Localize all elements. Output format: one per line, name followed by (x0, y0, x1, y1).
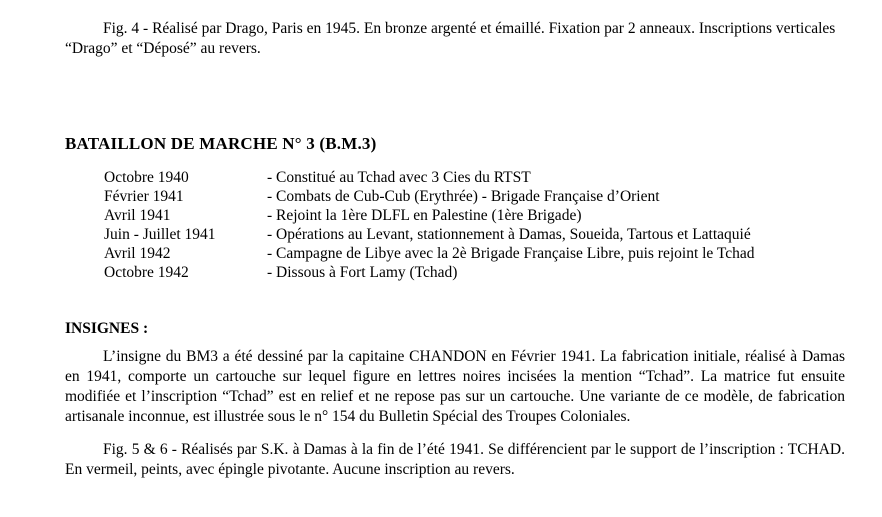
timeline-date: Juin - Juillet 1941 (104, 226, 216, 243)
timeline-event: - Opérations au Levant, stationnement à Damas, Soueida, Tartous et Lattaquié (267, 226, 751, 243)
fig56-caption: Fig. 5 & 6 - Réalisés par S.K. à Damas à la fin de l’été 1941. Se différencient par le support de l’inscription : TCHAD. En vermeil, peints, avec épingle pivotante. Aucune inscription au revers. (65, 441, 845, 478)
section-title: BATAILLON DE MARCHE N° 3 (B.M.3) (65, 134, 377, 153)
insignes-paragraph: L’insigne du BM3 a été dessiné par la capitaine CHANDON en Février 1941. La fabrication initiale, réalisé à Damas en 1941, comporte un cartouche sur lequel figure en lettres noires incisées la mention “Tchad”. La matrice fut ensuite modifiée et l’inscription “Tchad” est en relief et ne repose pas sur un cartouche. Une variante de ce modèle, de fabrication artisanale inconnue, est illustrée sous le n° 154 du Bulletin Spécial des Troupes Coloniales. (65, 348, 845, 425)
timeline-date: Avril 1942 (104, 245, 171, 262)
timeline-row (104, 225, 864, 244)
insignes-heading: INSIGNES : (65, 320, 149, 337)
timeline-row (104, 244, 864, 263)
timeline (104, 168, 864, 282)
timeline-row (104, 263, 864, 282)
timeline-row (104, 187, 864, 206)
timeline-date: Avril 1941 (104, 207, 171, 224)
timeline-row (104, 206, 864, 225)
fig4-caption: Fig. 4 - Réalisé par Drago, Paris en 1945. En bronze argenté et émaillé. Fixation par 2 anneaux. Inscriptions verticales “Drago” et “Déposé” au revers. (65, 20, 836, 57)
timeline-row (104, 168, 864, 187)
timeline-event: - Dissous à Fort Lamy (Tchad) (267, 264, 458, 281)
timeline-event: - Campagne de Libye avec la 2è Brigade Française Libre, puis rejoint le Tchad (267, 245, 755, 262)
timeline-date: Février 1941 (104, 188, 184, 205)
timeline-date: Octobre 1940 (104, 169, 189, 186)
timeline-event: - Combats de Cub-Cub (Erythrée) - Brigade Française d’Orient (267, 188, 660, 205)
timeline-event: - Constitué au Tchad avec 3 Cies du RTST (267, 169, 531, 186)
timeline-event: - Rejoint la 1ère DLFL en Palestine (1ère Brigade) (267, 207, 582, 224)
timeline-date: Octobre 1942 (104, 264, 189, 281)
